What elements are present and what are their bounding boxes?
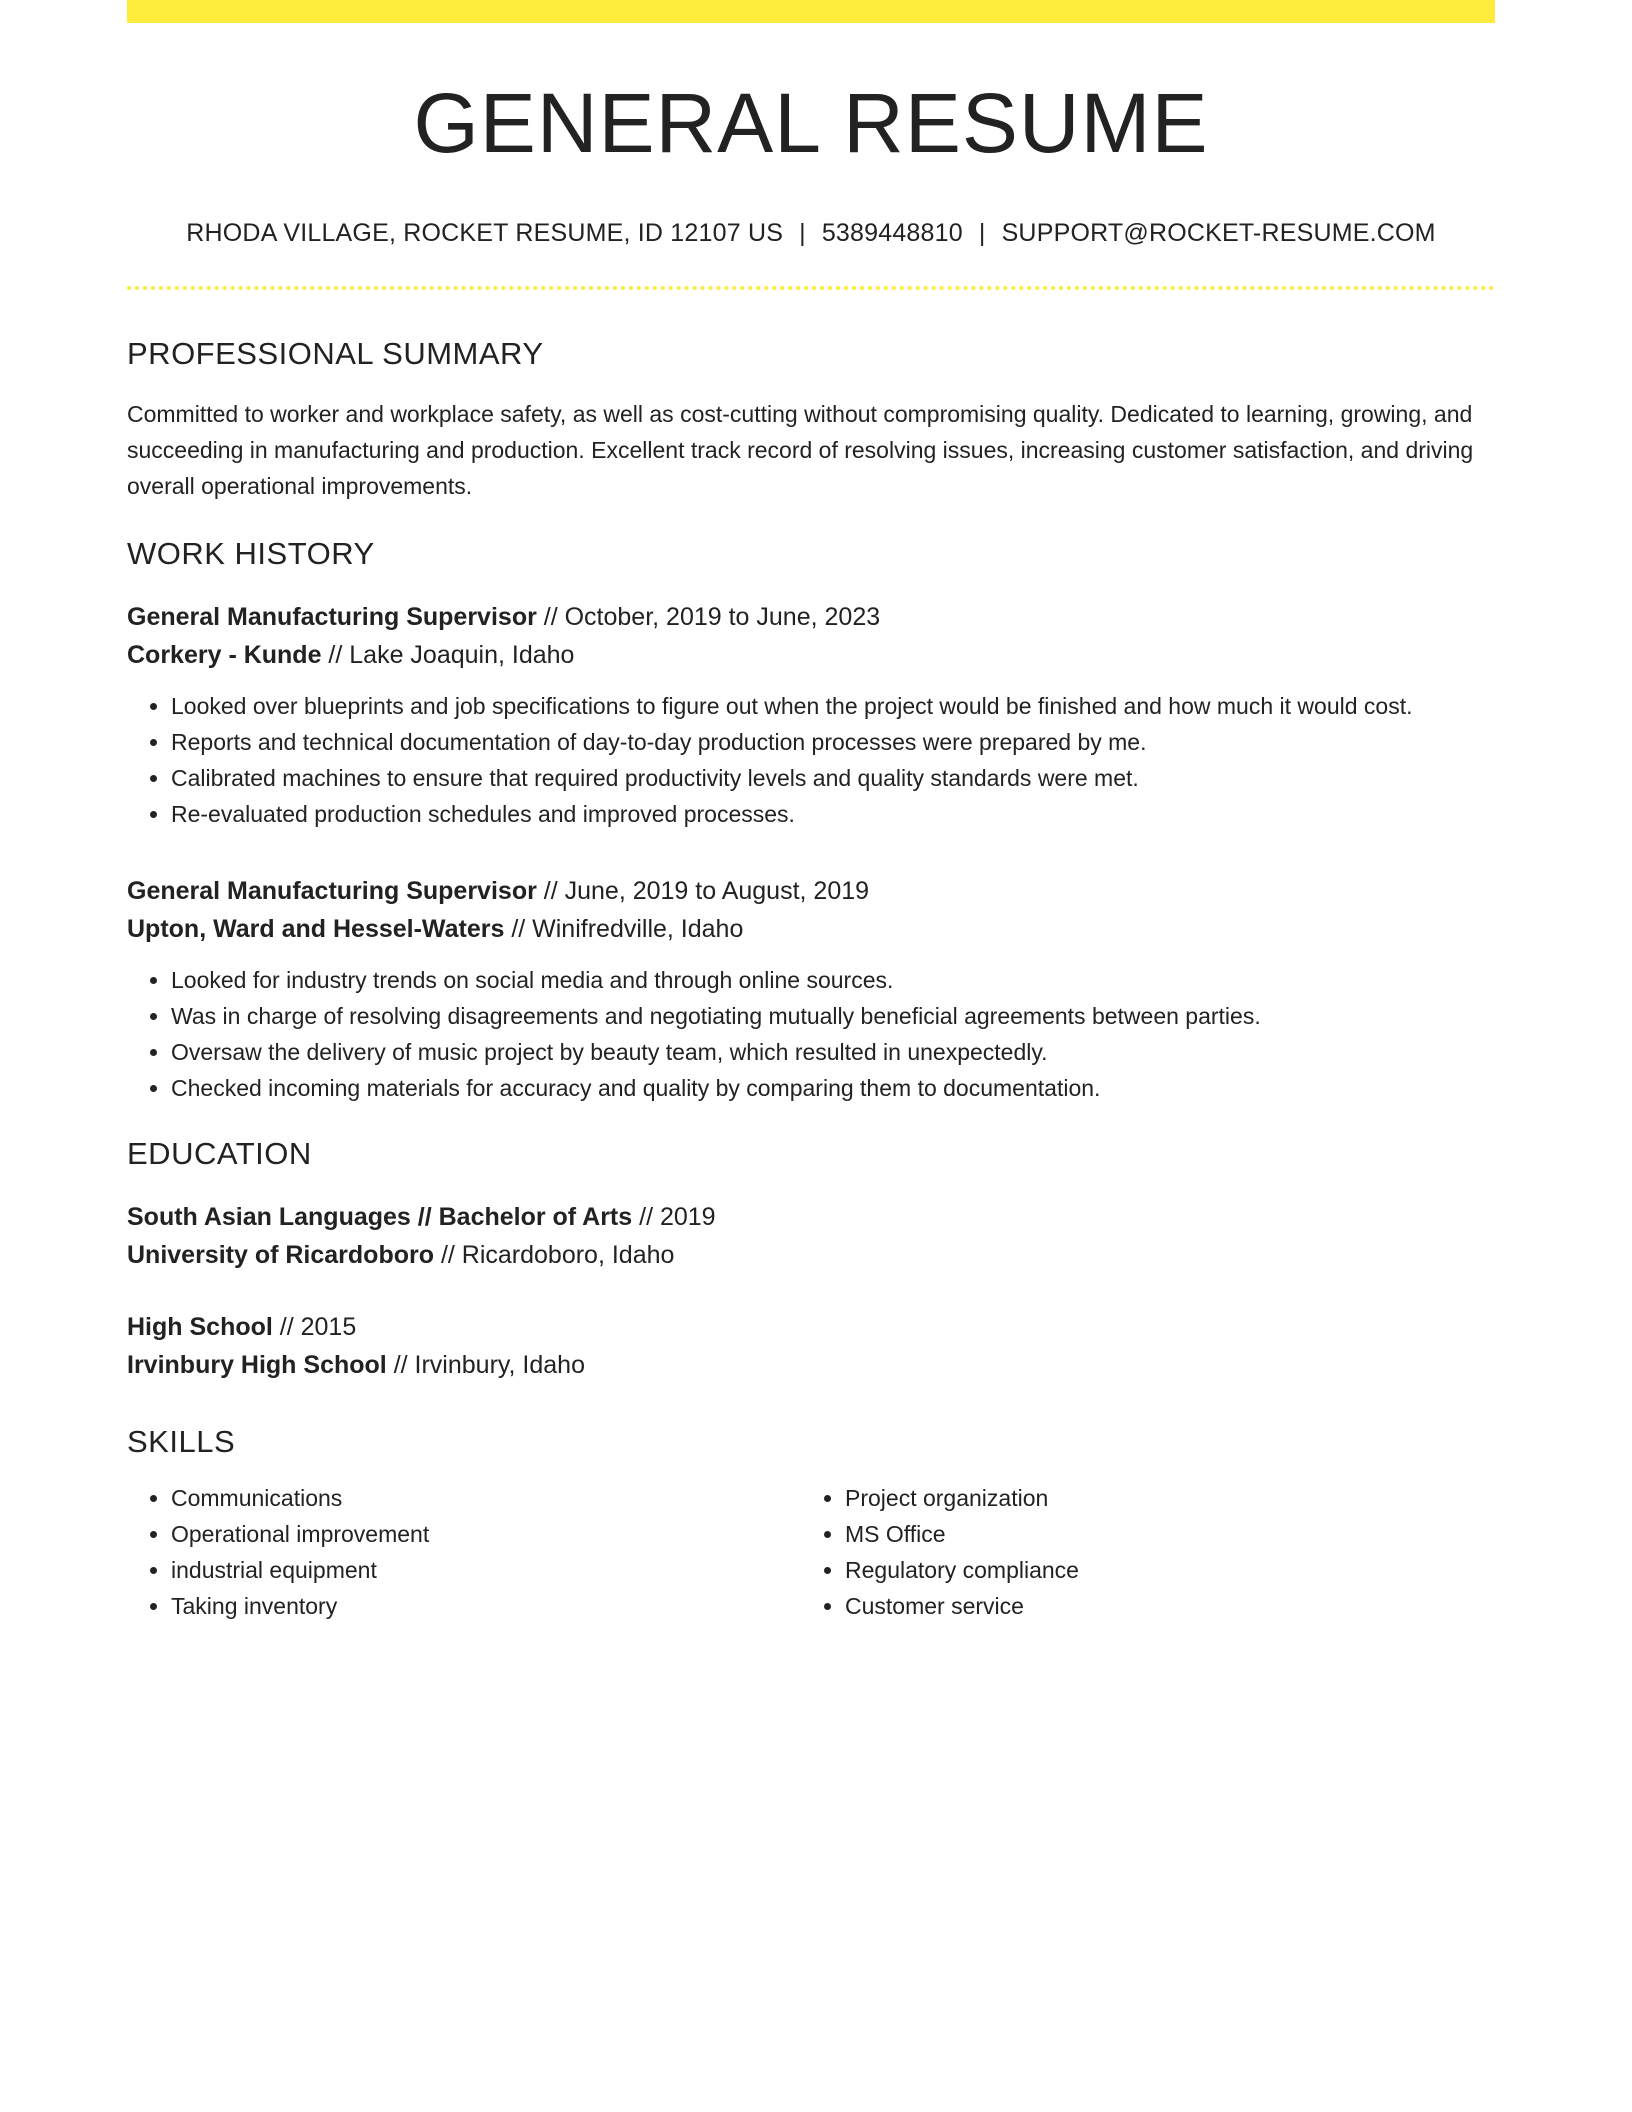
skill-item: • Taking inventory bbox=[171, 1588, 801, 1624]
section-title-education: EDUCATION bbox=[127, 1136, 312, 1171]
resume-page bbox=[127, 0, 1495, 1624]
education-entry bbox=[127, 1198, 1495, 1274]
skills-grid bbox=[127, 1480, 1495, 1624]
job-title-line bbox=[127, 872, 1495, 910]
job-entry bbox=[127, 872, 1495, 1106]
job-dates: // June, 2019 to August, 2019 bbox=[536, 877, 870, 905]
job-location: // Winifredville, Idaho bbox=[504, 915, 744, 943]
job-bullet: • Looked for industry trends on social media and through online sources. bbox=[171, 962, 1495, 998]
contact-address: RHODA VILLAGE, ROCKET RESUME, ID 12107 US bbox=[186, 219, 784, 247]
summary-text: Committed to worker and workplace safety, as well as cost-cutting without compromising quality. Dedicated to learning, growing, and succeeding in manufacturing and production. Excellent track record of resolving issues, increasing customer satisfaction, and driving overall operational improvements. bbox=[127, 401, 1474, 499]
skill-item: • MS Office bbox=[845, 1516, 1475, 1552]
job-company: Upton, Ward and Hessel-Waters bbox=[127, 915, 505, 943]
skill-item: • Communications bbox=[171, 1480, 801, 1516]
skill-item: • Project organization bbox=[845, 1480, 1475, 1516]
contact-email: SUPPORT@ROCKET-RESUME.COM bbox=[1001, 219, 1436, 247]
section-title-work-history: WORK HISTORY bbox=[127, 536, 375, 571]
education-degree: South Asian Languages // Bachelor of Arts bbox=[127, 1203, 633, 1231]
job-company-line bbox=[127, 910, 1495, 948]
education-location: // Ricardoboro, Idaho bbox=[434, 1241, 675, 1269]
job-bullet: • Oversaw the delivery of music project by beauty team, which resulted in unexpectedly. bbox=[171, 1034, 1495, 1070]
job-company-line bbox=[127, 636, 1495, 674]
job-title-line bbox=[127, 598, 1495, 636]
skill-item: • Customer service bbox=[845, 1588, 1475, 1624]
contact-separator: | bbox=[799, 219, 806, 247]
job-bullet: • Checked incoming materials for accuracy and quality by comparing them to documentation. bbox=[171, 1070, 1495, 1106]
education-degree: High School bbox=[127, 1313, 273, 1341]
education-school-line bbox=[127, 1346, 1495, 1384]
job-bullet: • Looked over blueprints and job specifications to figure out when the project would be finished and how much it would cost. bbox=[171, 688, 1495, 724]
section-title-skills: SKILLS bbox=[127, 1424, 236, 1459]
skill-item: • Operational improvement bbox=[171, 1516, 801, 1552]
education-degree-line bbox=[127, 1198, 1495, 1236]
job-company: Corkery - Kunde bbox=[127, 641, 322, 669]
education-school-line bbox=[127, 1236, 1495, 1274]
skill-item: • industrial equipment bbox=[171, 1552, 801, 1588]
resume-name: GENERAL RESUME bbox=[413, 76, 1209, 170]
job-role: General Manufacturing Supervisor bbox=[127, 877, 537, 905]
contact-phone: 5389448810 bbox=[821, 219, 963, 247]
skills-list-left bbox=[127, 1480, 801, 1624]
education-location: // Irvinbury, Idaho bbox=[386, 1351, 585, 1379]
job-bullet: • Reports and technical documentation of day-to-day production processes were prepared by me. bbox=[171, 724, 1495, 760]
dotted-divider bbox=[127, 286, 1495, 290]
job-entry bbox=[127, 598, 1495, 832]
education-degree-line bbox=[127, 1308, 1495, 1346]
job-bullet-list bbox=[127, 688, 1495, 832]
job-dates: // October, 2019 to June, 2023 bbox=[536, 603, 881, 631]
job-role: General Manufacturing Supervisor bbox=[127, 603, 537, 631]
job-bullet: • Re-evaluated production schedules and improved processes. bbox=[171, 796, 1495, 832]
job-bullet: • Was in charge of resolving disagreements and negotiating mutually beneficial agreements between parties. bbox=[171, 998, 1495, 1034]
job-location: // Lake Joaquin, Idaho bbox=[321, 641, 575, 669]
top-accent-bar bbox=[127, 0, 1495, 23]
job-bullet-list bbox=[127, 962, 1495, 1106]
education-school: University of Ricardoboro bbox=[127, 1241, 434, 1269]
skill-item: • Regulatory compliance bbox=[845, 1552, 1475, 1588]
section-title-summary: PROFESSIONAL SUMMARY bbox=[127, 336, 544, 371]
education-year: // 2019 bbox=[632, 1203, 716, 1231]
education-entry bbox=[127, 1308, 1495, 1384]
education-year: // 2015 bbox=[272, 1313, 357, 1341]
contact-line bbox=[127, 219, 1495, 248]
skills-list-right bbox=[801, 1480, 1475, 1624]
education-school: Irvinbury High School bbox=[127, 1351, 387, 1379]
job-bullet: • Calibrated machines to ensure that required productivity levels and quality standards were met. bbox=[171, 760, 1495, 796]
contact-separator: | bbox=[978, 219, 986, 247]
